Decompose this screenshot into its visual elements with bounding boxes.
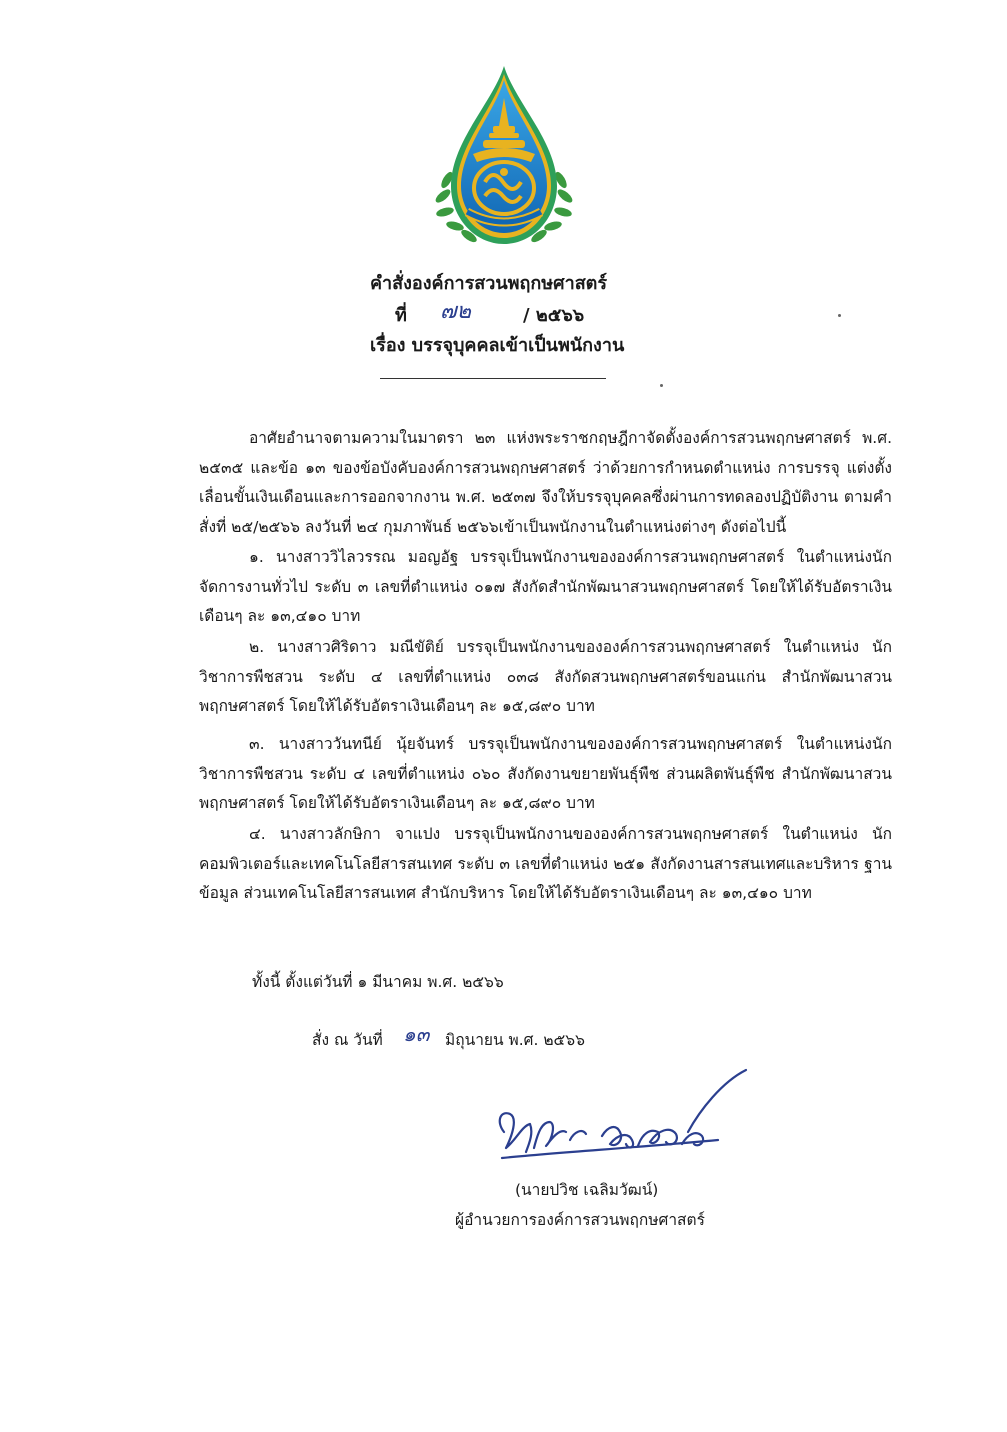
appointment-item-2: ๒. นางสาวศิริดาว มณีขัติย์ บรรจุเป็นพนักงานขององค์การสวนพฤกษศาสตร์ ในตำแหน่ง นักวิชาการพืชสวน ระดับ ๔ เลขที่ตำแหน่ง ๐๓๘ สังกัดสวนพฤกษศาสตร์ขอนแก่น สำนักพัฒนาสวน พฤกษศาสตร์ โดยให้ได้รับอัตราเงินเดือนๆ ละ ๑๕,๘๙๐ บาท xyxy=(199,638,892,715)
order-number-handwritten: ๗๒ xyxy=(440,299,472,324)
scan-speck xyxy=(838,314,841,317)
signed-day-handwritten: ๑๓ xyxy=(403,1022,430,1046)
order-number-label: ที่ xyxy=(395,305,407,326)
organization-seal-logo xyxy=(433,62,575,250)
header-divider xyxy=(380,378,606,379)
order-number-year: / ๒๕๖๖ xyxy=(523,305,585,326)
preamble-paragraph: อาศัยอำนาจตามความในมาตรา ๒๓ แห่งพระราชกฤษฎีกาจัดตั้งองค์การสวนพฤกษศาสตร์ พ.ศ. ๒๕๓๕ และข้อ ๑๓ ของข้อบังคับองค์การสวนพฤกษศาสตร์ ว่าด้วยการกำหนดตำแหน่ง การบรรจุ แต่งตั้ง เลื่อนขั้นเงินเดือนและการออกจากงาน พ.ศ. ๒๕๓๗ จึงให้บรรจุบุคคลซึ่งผ่านการทดลองปฏิบัติงาน ตามคำสั่งที่ ๒๕/๒๕๖๖ ลงวันที่ ๒๔ กุมภาพันธ์ ๒๕๖๖เข้าเป็นพนักงานในตำแหน่งต่างๆ ดังต่อไปนี้ xyxy=(199,429,892,536)
handwritten-signature xyxy=(482,1062,754,1174)
signed-date-prefix: สั่ง ณ วันที่ xyxy=(312,1031,383,1049)
signer-position: ผู้อำนวยการองค์การสวนพฤกษศาสตร์ xyxy=(455,1211,705,1229)
appointment-item-3: ๓. นางสาววันทนีย์ นุ้ยจันทร์ บรรจุเป็นพนักงานขององค์การสวนพฤกษศาสตร์ ในตำแหน่งนักวิชาการพืชสวน ระดับ ๔ เลขที่ตำแหน่ง ๐๖๐ สังกัดงานขยายพันธุ์พืช ส่วนผลิตพันธุ์พืช สำนักพัฒนาสวนพฤกษศาสตร์ โดยให้ได้รับอัตราเงินเดือนๆ ละ ๑๕,๘๙๐ บาท xyxy=(199,735,892,812)
signed-date-suffix: มิถุนายน พ.ศ. ๒๕๖๖ xyxy=(445,1031,585,1049)
signer-name: (นายปวิช เฉลิมวัฒน์) xyxy=(515,1181,659,1199)
appointment-item-1: ๑. นางสาววิไลวรรณ มอญอัฐ บรรจุเป็นพนักงานขององค์การสวนพฤกษศาสตร์ ในตำแหน่งนักจัดการงานทั่วไป ระดับ ๓ เลขที่ตำแหน่ง ๐๑๗ สังกัดสำนักพัฒนาสวนพฤกษศาสตร์ โดยให้ได้รับอัตราเงินเดือนๆ ละ ๑๓,๔๑๐ บาท xyxy=(199,548,892,625)
effective-date: ทั้งนี้ ตั้งแต่วันที่ ๑ มีนาคม พ.ศ. ๒๕๖๖ xyxy=(252,973,504,991)
order-subject: เรื่อง บรรจุบุคคลเข้าเป็นพนักงาน xyxy=(370,335,625,356)
order-title: คำสั่งองค์การสวนพฤกษศาสตร์ xyxy=(370,273,608,294)
scan-speck xyxy=(660,384,663,387)
appointment-item-4: ๔. นางสาวลักษิกา จาแปง บรรจุเป็นพนักงานขององค์การสวนพฤกษศาสตร์ ในตำแหน่ง นักคอมพิวเตอร์และเทคโนโลยีสารสนเทศ ระดับ ๓ เลขที่ตำแหน่ง ๒๕๑ สังกัดงานสารสนเทศและบริหาร ฐานข้อมูล ส่วนเทคโนโลยีสารสนเทศ สำนักบริหาร โดยให้ได้รับอัตราเงินเดือนๆ ละ ๑๓,๔๑๐ บาท xyxy=(199,825,892,902)
